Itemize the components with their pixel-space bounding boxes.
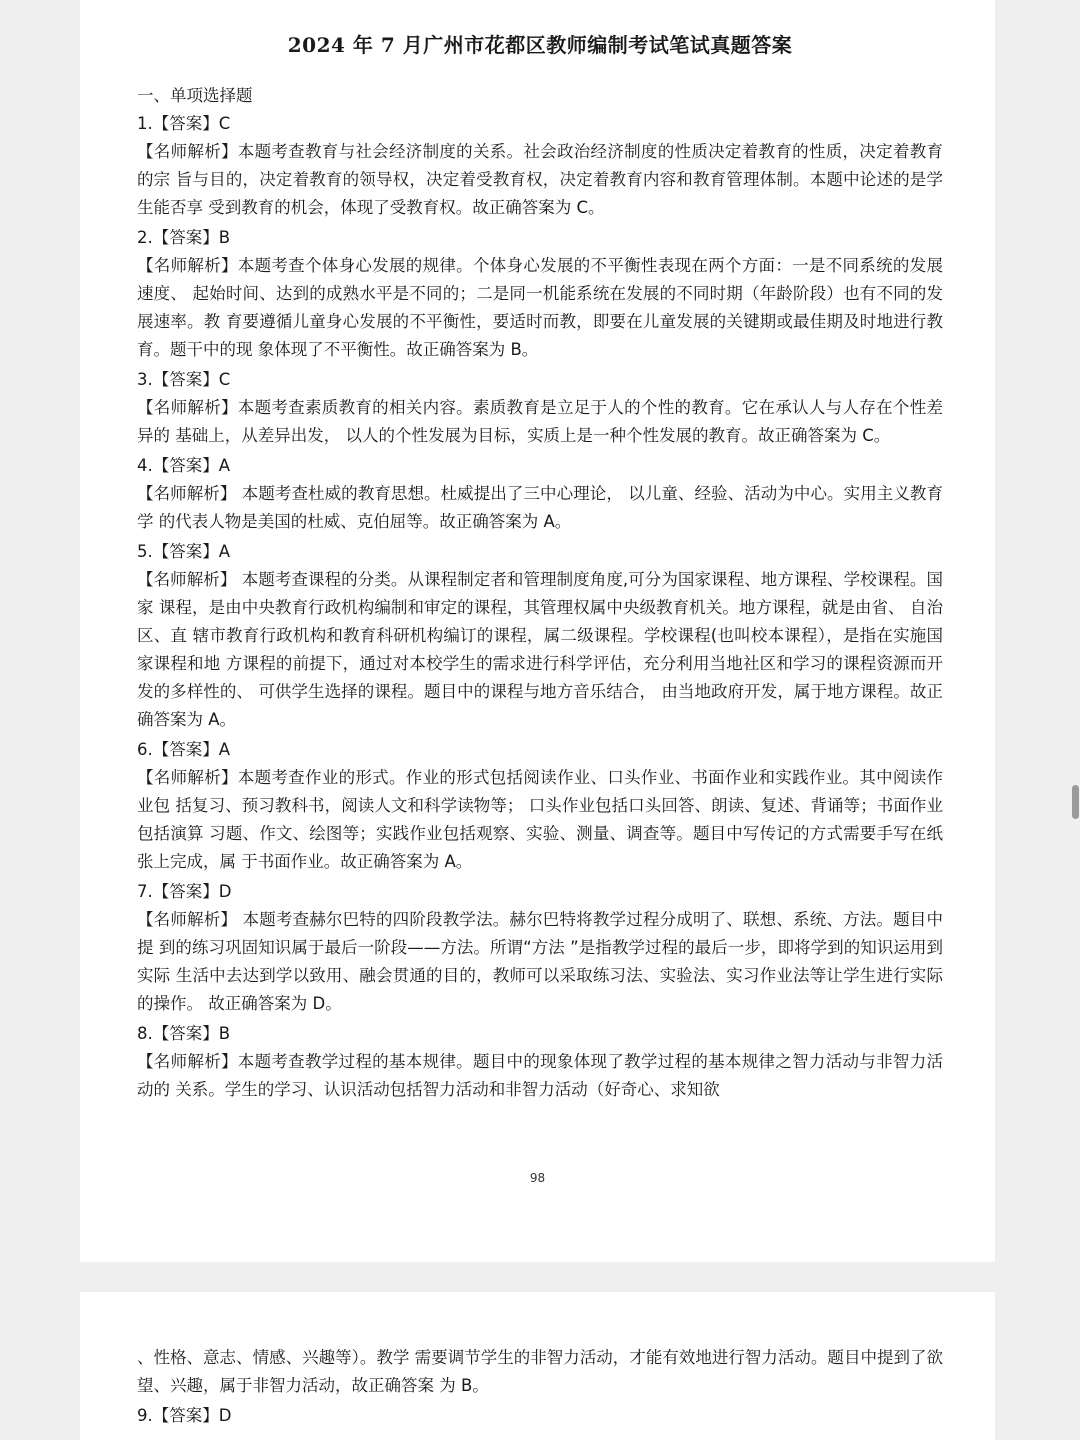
scrollbar-thumb[interactable] bbox=[1072, 785, 1079, 819]
question-block bbox=[137, 878, 943, 1018]
explanation-text: 【名师解析】本题考查教学过程的基本规律。题目中的现象体现了教学过程的基本规律之智力活动与非智力活动的 关系。学生的学习、认识活动包括智力活动和非智力活动（好奇心、求知欲 bbox=[137, 1052, 943, 1099]
answer-line: 3.【答案】C bbox=[137, 370, 231, 389]
answer-line: 6.【答案】A bbox=[137, 740, 231, 759]
explanation-text: 【名师解析】 本题考查赫尔巴特的四阶段教学法。赫尔巴特将教学过程分成明了、联想、系统、方法。题目中提 到的练习巩固知识属于最后一阶段——方法。所谓“方法 ”是指教学过程的最后一步，即将学到的知识运用到实际 生活中去达到学以致用、融会贯通的目的，教师可以采取练习法、实验法、实习作业法等让学生进行实际的操作。 故正确答案为 D。 bbox=[137, 910, 943, 1013]
section-heading: 一、单项选择题 bbox=[137, 86, 253, 105]
question-block bbox=[137, 538, 943, 734]
explanation-text: 【名师解析】本题考查个体身心发展的规律。个体身心发展的不平衡性表现在两个方面：一是不同系统的发展速度、 起始时间、达到的成熟水平是不同的；二是同一机能系统在发展的不同时期（年龄阶段）也有不同的发展速率。教 育要遵循儿童身心发展的不平衡性，要适时而教，即要在儿童发展的关键期或最佳期及时地进行教育。题干中的现 象体现了不平衡性。故正确答案为 B。 bbox=[137, 256, 943, 359]
question-block bbox=[137, 452, 943, 536]
answer-line: 9.【答案】D bbox=[137, 1406, 232, 1425]
explanation-text: 【名师解析】本题考查素质教育的相关内容。素质教育是立足于人的个性的教育。它在承认人与人存在个性差异的 基础上，从差异出发， 以人的个性发展为目标，实质上是一种个性发展的教育。故正确答案为 C。 bbox=[137, 398, 943, 445]
question-block bbox=[137, 1020, 943, 1104]
explanation-continuation: 、性格、意志、情感、兴趣等）。教学 需要调节学生的非智力活动，才能有效地进行智力活动。题目中提到了欲望、兴趣，属于非智力活动，故正确答案 为 B。 bbox=[137, 1348, 943, 1395]
answer-line: 8.【答案】B bbox=[137, 1024, 231, 1043]
answer-line: 1.【答案】C bbox=[137, 114, 231, 133]
explanation-text: 【名师解析】 本题考查杜威的教育思想。杜威提出了三中心理论， 以儿童、经验、活动为中心。实用主义教育学 的代表人物是美国的杜威、克伯屈等。故正确答案为 A。 bbox=[137, 484, 943, 531]
document-page bbox=[80, 0, 995, 1262]
question-block bbox=[137, 110, 943, 222]
question-block bbox=[137, 366, 943, 450]
explanation-text: 【名师解析】本题考查作业的形式。作业的形式包括阅读作业、口头作业、书面作业和实践作业。其中阅读作业包 括复习、预习教科书，阅读人文和科学读物等； 口头作业包括口头回答、朗读、复述、背诵等；书面作业包括演算 习题、作文、绘图等；实践作业包括观察、实验、测量、调查等。题目中写传记的方式需要手写在纸张上完成，属 于书面作业。故正确答案为 A。 bbox=[137, 768, 943, 871]
question-block bbox=[137, 224, 943, 364]
answer-line: 4.【答案】A bbox=[137, 456, 231, 475]
answer-line: 7.【答案】D bbox=[137, 882, 232, 901]
answer-line: 5.【答案】A bbox=[137, 542, 231, 561]
explanation-text: 【名师解析】本题考查教育与社会经济制度的关系。社会政治经济制度的性质决定着教育的性质，决定着教育的宗 旨与目的，决定着教育的领导权，决定着受教育权，决定着教育内容和教育管理体制。本题中论述的是学生能否享 受到教育的机会，体现了受教育权。故正确答案为 C。 bbox=[137, 142, 943, 217]
explanation-text: 【名师解析】 本题考查课程的分类。从课程制定者和管理制度角度,可分为国家课程、地方课程、学校课程。国家 课程，是由中央教育行政机构编制和审定的课程，其管理权属中央级教育机关。地方课程，就是由省、 自治区、直 辖市教育行政机构和教育科研机构编订的课程，属二级课程。学校课程(也叫校本课程），是指在实施国家课程和地 方课程的前提下，通过对本校学生的需求进行科学评估，充分利用当地社区和学习的课程资源而开发的多样性的、 可供学生选择的课程。题目中的课程与地方音乐结合， 由当地政府开发，属于地方课程。故正确答案为 A。 bbox=[137, 570, 943, 729]
document-page-next bbox=[80, 1292, 995, 1440]
page-number: 98 bbox=[529, 1171, 546, 1185]
question-block bbox=[137, 736, 943, 876]
answer-line: 2.【答案】B bbox=[137, 228, 231, 247]
document-title: 2024 年 7 月广州市花都区教师编制考试笔试真题答案 bbox=[287, 33, 793, 57]
